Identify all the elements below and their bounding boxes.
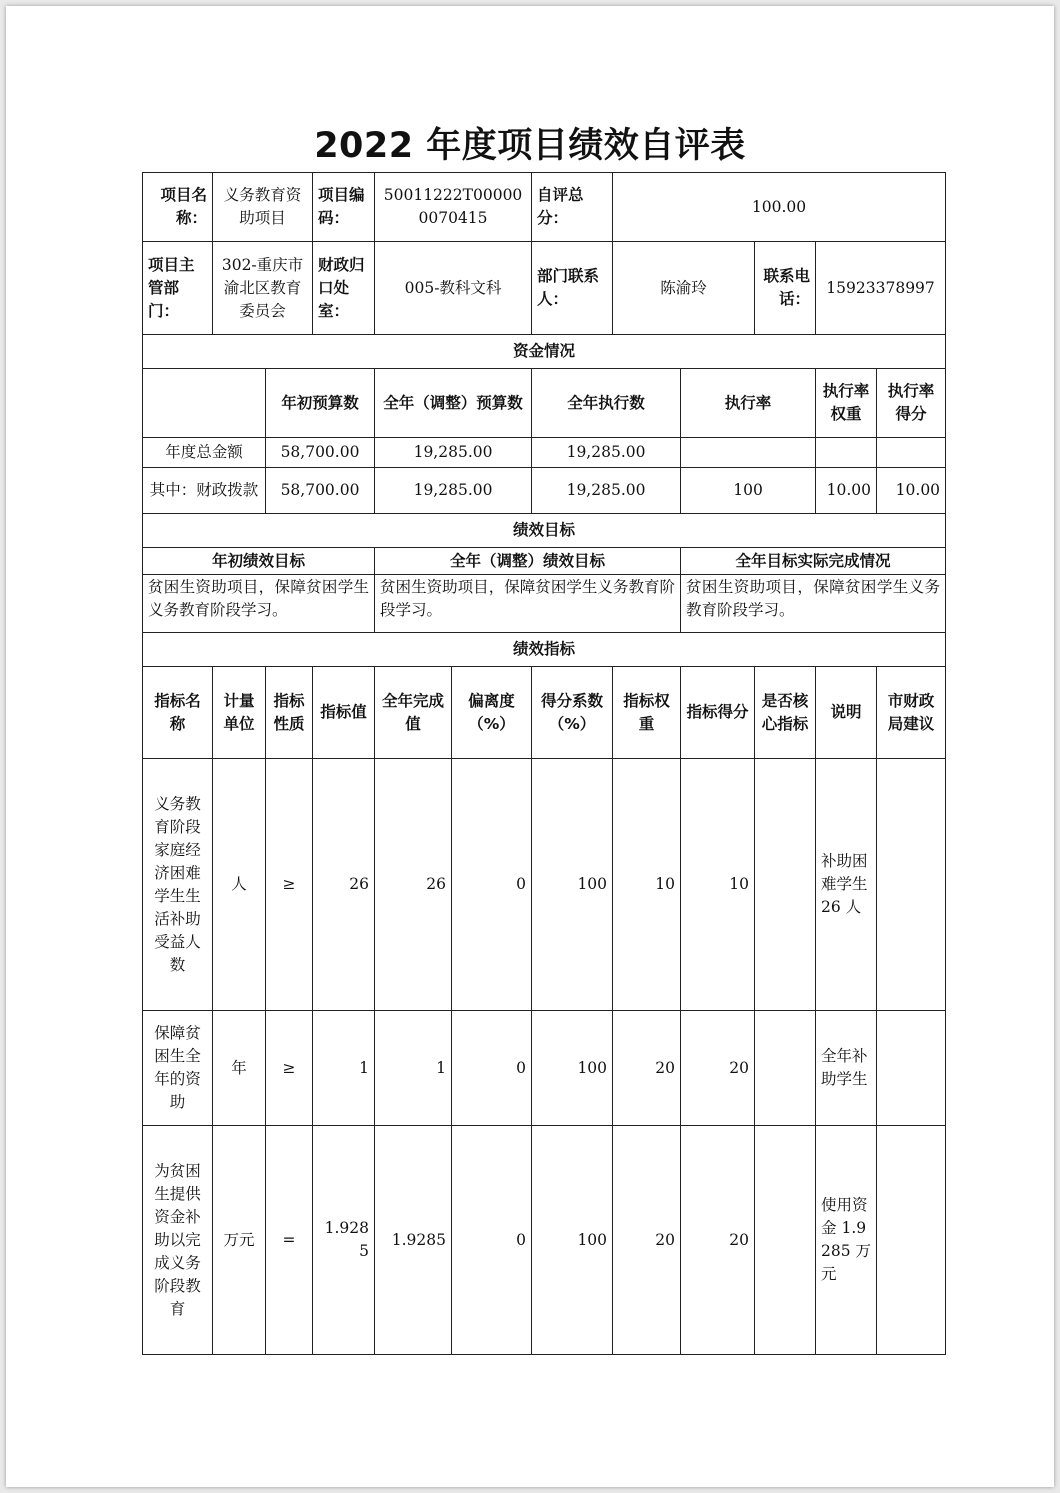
- ind-col-name: 指标名称: [143, 667, 213, 759]
- funds-row-label: 年度总金额: [143, 438, 266, 468]
- finance-office-label: 财政归口处室：: [313, 242, 375, 335]
- performance-table: [142, 172, 946, 1355]
- indicator-weight: 10: [613, 759, 681, 1011]
- funds-row-total: [143, 438, 946, 468]
- ind-col-note: 说明: [816, 667, 877, 759]
- indicator-nature: ≥: [266, 1011, 313, 1126]
- indicator-weight: 20: [613, 1011, 681, 1126]
- indicator-coef: 100: [532, 1011, 613, 1126]
- indicator-name: 为贫困生提供资金补助以完成义务阶段教育: [143, 1126, 213, 1355]
- funds-budget-value: 58,700.00: [266, 438, 375, 468]
- indicator-core: [755, 1126, 816, 1355]
- indicator-deviation: 0: [452, 1011, 532, 1126]
- indicator-deviation: 0: [452, 759, 532, 1011]
- indicators-section-title: 绩效指标: [143, 633, 946, 667]
- page-title: 2022 年度项目绩效自评表: [314, 126, 746, 166]
- goals-content-row: [143, 575, 946, 633]
- contact-label: 部门联系人：: [532, 242, 613, 335]
- goal-actual-text: 贫困生资助项目，保障贫困学生义务教育阶段学习。: [681, 575, 946, 633]
- funds-row-label: 其中：财政拨款: [143, 468, 266, 514]
- goals-col-actual: 全年目标实际完成情况: [681, 548, 946, 575]
- header-row-1: [143, 173, 946, 242]
- indicator-unit: 万元: [213, 1126, 266, 1355]
- contact: 陈渝玲: [613, 242, 755, 335]
- self-score: 100.00: [613, 173, 946, 242]
- project-name: 义务教育资助项目: [213, 173, 313, 242]
- ind-col-core: 是否核心指标: [755, 667, 816, 759]
- indicator-nature: ≥: [266, 759, 313, 1011]
- indicator-actual: 1.9285: [375, 1126, 452, 1355]
- indicator-advice: [877, 1126, 946, 1355]
- indicator-score: 20: [681, 1011, 755, 1126]
- funds-score-value: [877, 438, 946, 468]
- indicator-score: 10: [681, 759, 755, 1011]
- indicator-deviation: 0: [452, 1126, 532, 1355]
- indicator-actual: 26: [375, 759, 452, 1011]
- funds-weight-value: [816, 438, 877, 468]
- funds-executed-value: 19,285.00: [532, 438, 681, 468]
- dept: 302-重庆市渝北区教育委员会: [213, 242, 313, 335]
- goals-col-adjusted: 全年（调整）绩效目标: [375, 548, 681, 575]
- funds-rate-value: 100: [681, 468, 816, 514]
- goals-col-initial: 年初绩效目标: [143, 548, 375, 575]
- indicator-unit: 年: [213, 1011, 266, 1126]
- funds-adjusted-value: 19,285.00: [375, 438, 532, 468]
- phone-label: 联系电话：: [755, 242, 816, 335]
- ind-col-coef: 得分系数（%）: [532, 667, 613, 759]
- project-code: 50011222T000000070415: [375, 173, 532, 242]
- funds-executed-value: 19,285.00: [532, 468, 681, 514]
- indicator-core: [755, 759, 816, 1011]
- indicator-target: 1.9285: [313, 1126, 375, 1355]
- indicator-name: 义务教育阶段家庭经济困难学生生活补助受益人数: [143, 759, 213, 1011]
- funds-col-score: 执行率得分: [877, 369, 946, 438]
- funds-corner-cell: [143, 369, 266, 438]
- goals-section-row: [143, 514, 946, 548]
- indicator-score: 20: [681, 1126, 755, 1355]
- indicator-row: [143, 1011, 946, 1126]
- indicator-unit: 人: [213, 759, 266, 1011]
- ind-col-nature: 指标性质: [266, 667, 313, 759]
- funds-col-adjusted: 全年（调整）预算数: [375, 369, 532, 438]
- project-code-label: 项目编码：: [313, 173, 375, 242]
- indicator-target: 26: [313, 759, 375, 1011]
- ind-col-score: 指标得分: [681, 667, 755, 759]
- indicator-name: 保障贫困生全年的资助: [143, 1011, 213, 1126]
- indicator-row: [143, 1126, 946, 1355]
- funds-section-row: [143, 335, 946, 369]
- funds-adjusted-value: 19,285.00: [375, 468, 532, 514]
- goals-header-row: [143, 548, 946, 575]
- funds-rate-value: [681, 438, 816, 468]
- funds-col-executed: 全年执行数: [532, 369, 681, 438]
- indicator-nature: =: [266, 1126, 313, 1355]
- funds-budget-value: 58,700.00: [266, 468, 375, 514]
- header-row-2: [143, 242, 946, 335]
- indicator-note: 补助困难学生 26 人: [816, 759, 877, 1011]
- indicator-target: 1: [313, 1011, 375, 1126]
- funds-score-value: 10.00: [877, 468, 946, 514]
- funds-col-budget: 年初预算数: [266, 369, 375, 438]
- indicator-actual: 1: [375, 1011, 452, 1126]
- funds-col-weight: 执行率权重: [816, 369, 877, 438]
- ind-col-target: 指标值: [313, 667, 375, 759]
- indicator-coef: 100: [532, 1126, 613, 1355]
- indicator-core: [755, 1011, 816, 1126]
- indicators-header-row: [143, 667, 946, 759]
- funds-weight-value: 10.00: [816, 468, 877, 514]
- goals-section-title: 绩效目标: [143, 514, 946, 548]
- finance-office: 005-教科文科: [375, 242, 532, 335]
- goal-adjusted-text: 贫困生资助项目，保障贫困学生义务教育阶段学习。: [375, 575, 681, 633]
- project-name-label: 项目名称：: [143, 173, 213, 242]
- indicator-note: 全年补助学生: [816, 1011, 877, 1126]
- indicator-advice: [877, 1011, 946, 1126]
- funds-col-rate: 执行率: [681, 369, 816, 438]
- self-score-label: 自评总分：: [532, 173, 613, 242]
- funds-section-title: 资金情况: [143, 335, 946, 369]
- indicator-coef: 100: [532, 759, 613, 1011]
- ind-col-unit: 计量单位: [213, 667, 266, 759]
- ind-col-advice: 市财政局建议: [877, 667, 946, 759]
- ind-col-deviation: 偏离度（%）: [452, 667, 532, 759]
- indicator-weight: 20: [613, 1126, 681, 1355]
- ind-col-weight: 指标权重: [613, 667, 681, 759]
- phone: 15923378997: [816, 242, 946, 335]
- indicator-advice: [877, 759, 946, 1011]
- goal-initial-text: 贫困生资助项目，保障贫困学生义务教育阶段学习。: [143, 575, 375, 633]
- ind-col-actual: 全年完成值: [375, 667, 452, 759]
- funds-row-fiscal: [143, 468, 946, 514]
- dept-label: 项目主管部门：: [143, 242, 213, 335]
- funds-header-row: [143, 369, 946, 438]
- indicators-section-row: [143, 633, 946, 667]
- indicator-row: [143, 759, 946, 1011]
- indicator-note: 使用资金 1.9285 万元: [816, 1126, 877, 1355]
